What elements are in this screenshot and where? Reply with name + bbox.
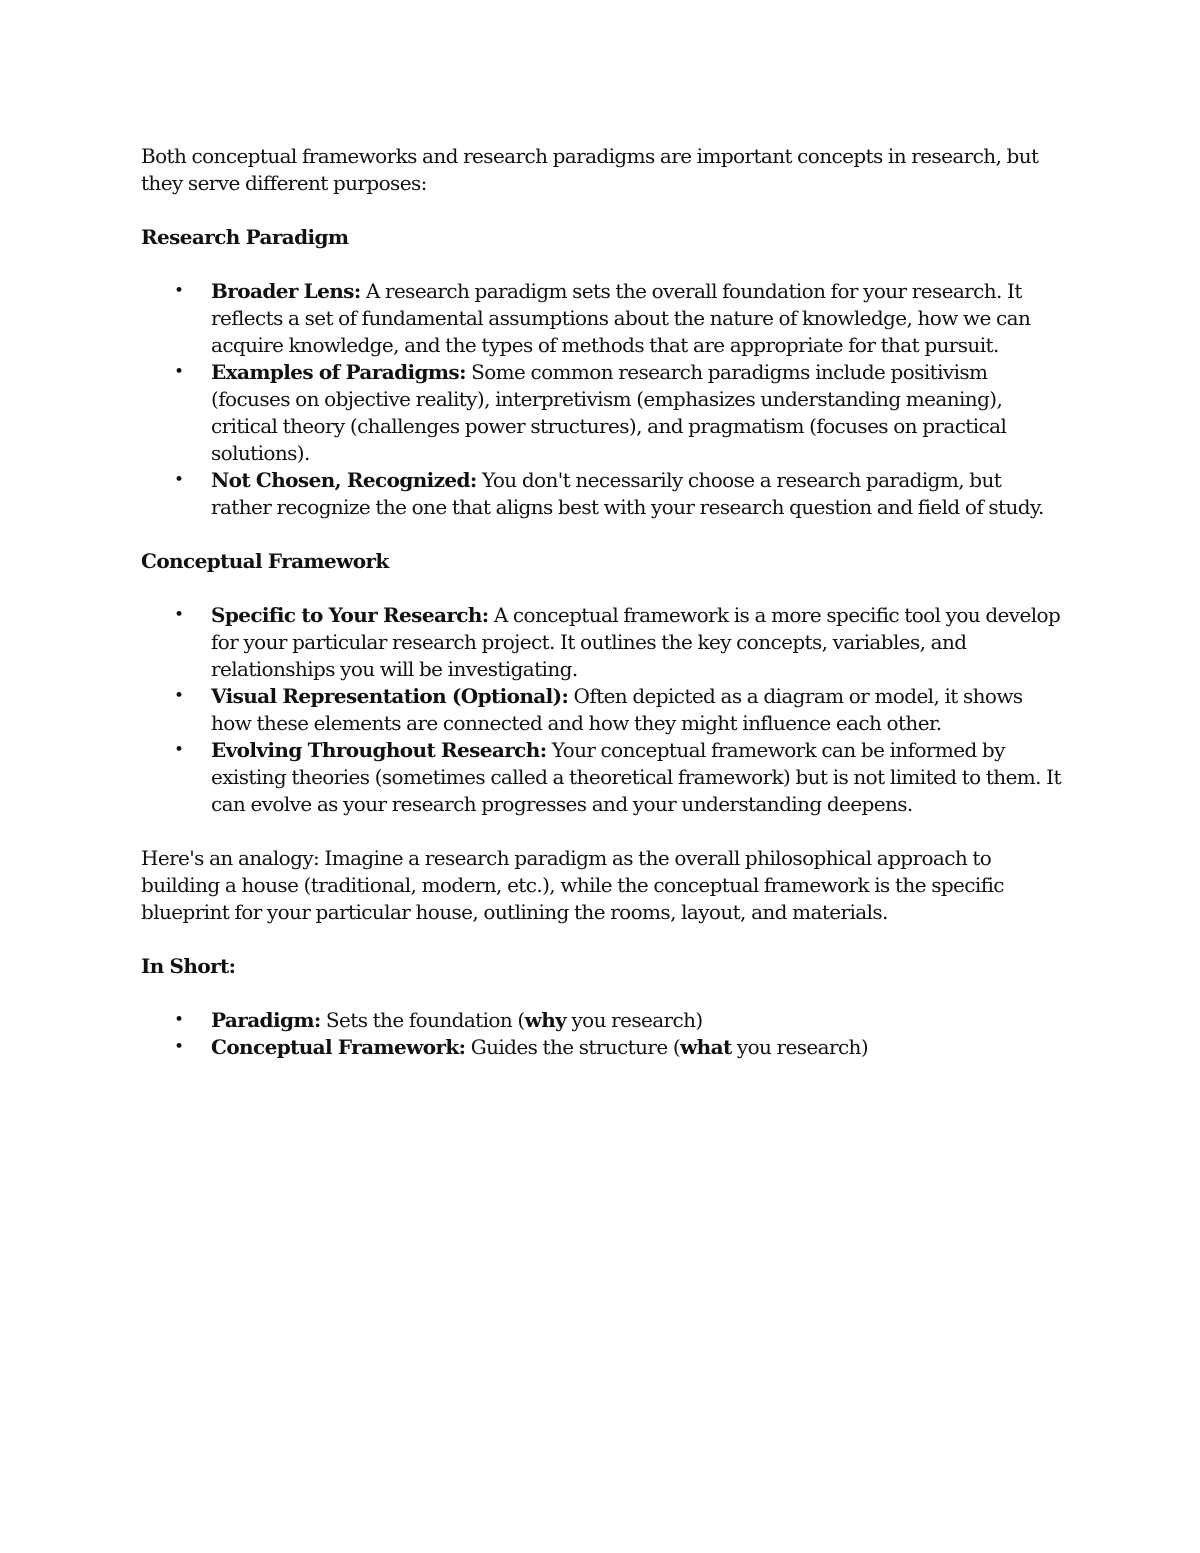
list-item	[141, 278, 1066, 359]
bullet-icon: •	[174, 740, 184, 760]
item-text: Your conceptual framework can be informed by existing theories (sometimes called a theoretical framework) but is not limited to them. It can evolve as your research progresses and your understanding deepens.	[211, 738, 1061, 816]
item-text: Some common research paradigms include positivism (focuses on objective reality), interpretivism (emphasizes understanding meaning), critical theory (challenges power structures), and pragmatism (focuses on practical solutions).	[211, 360, 1007, 465]
item-text: You don't necessarily choose a research paradigm, but rather recognize the one that aligns best with your research question and field of study.	[211, 468, 1044, 519]
item-term: Visual Representation (Optional):	[211, 684, 569, 708]
item-term: Examples of Paradigms:	[211, 360, 466, 384]
item-term: Specific to Your Research:	[211, 603, 489, 627]
list-item	[141, 683, 1066, 737]
list-item	[141, 602, 1066, 683]
list-item	[141, 1007, 1066, 1034]
bullet-icon: •	[174, 605, 184, 625]
item-text: you research)	[731, 1035, 869, 1059]
in-short-list	[141, 1007, 1066, 1061]
item-emphasis: why	[524, 1008, 567, 1032]
item-text: A conceptual framework is a more specific tool you develop for your particular research project. It outlines the key concepts, variables, and relationships you will be investigating.	[211, 603, 1061, 681]
list-item	[141, 359, 1066, 467]
item-term: Broader Lens:	[211, 279, 361, 303]
bullet-icon: •	[174, 1037, 184, 1057]
list-item	[141, 737, 1066, 818]
bullet-icon: •	[174, 470, 184, 490]
conceptual-framework-list	[141, 602, 1066, 818]
item-emphasis: what	[680, 1035, 732, 1059]
item-text: Guides the structure (	[465, 1035, 681, 1059]
item-text: you research)	[566, 1008, 703, 1032]
bullet-icon: •	[174, 686, 184, 706]
list-item	[141, 467, 1066, 521]
section-heading-research-paradigm: Research Paradigm	[141, 225, 349, 249]
bullet-icon: •	[174, 362, 184, 382]
item-term: Not Chosen, Recognized:	[211, 468, 477, 492]
item-term: Conceptual Framework:	[211, 1035, 466, 1059]
item-term: Evolving Throughout Research:	[211, 738, 547, 762]
document-body	[141, 143, 1066, 1088]
list-item	[141, 1034, 1066, 1061]
research-paradigm-list	[141, 278, 1066, 521]
bullet-icon: •	[174, 281, 184, 301]
item-text: Often depicted as a diagram or model, it shows how these elements are connected and how they might influence each other.	[211, 684, 1023, 735]
analogy-paragraph: Here's an analogy: Imagine a research paradigm as the overall philosophical approach to building a house (traditional, modern, etc.), while the conceptual framework is the specific blueprint for your particular house, outlining the rooms, layout, and materials.	[141, 846, 1004, 924]
item-text: A research paradigm sets the overall foundation for your research. It reflects a set of fundamental assumptions about the nature of knowledge, how we can acquire knowledge, and the types of methods that are appropriate for that pursuit.	[211, 279, 1031, 357]
section-heading-conceptual-framework: Conceptual Framework	[141, 549, 389, 573]
section-heading-in-short: In Short:	[141, 954, 236, 978]
item-term: Paradigm:	[211, 1008, 321, 1032]
item-text: Sets the foundation (	[320, 1008, 525, 1032]
intro-paragraph: Both conceptual frameworks and research paradigms are important concepts in research, but they serve different purposes:	[141, 144, 1039, 195]
bullet-icon: •	[174, 1010, 184, 1030]
